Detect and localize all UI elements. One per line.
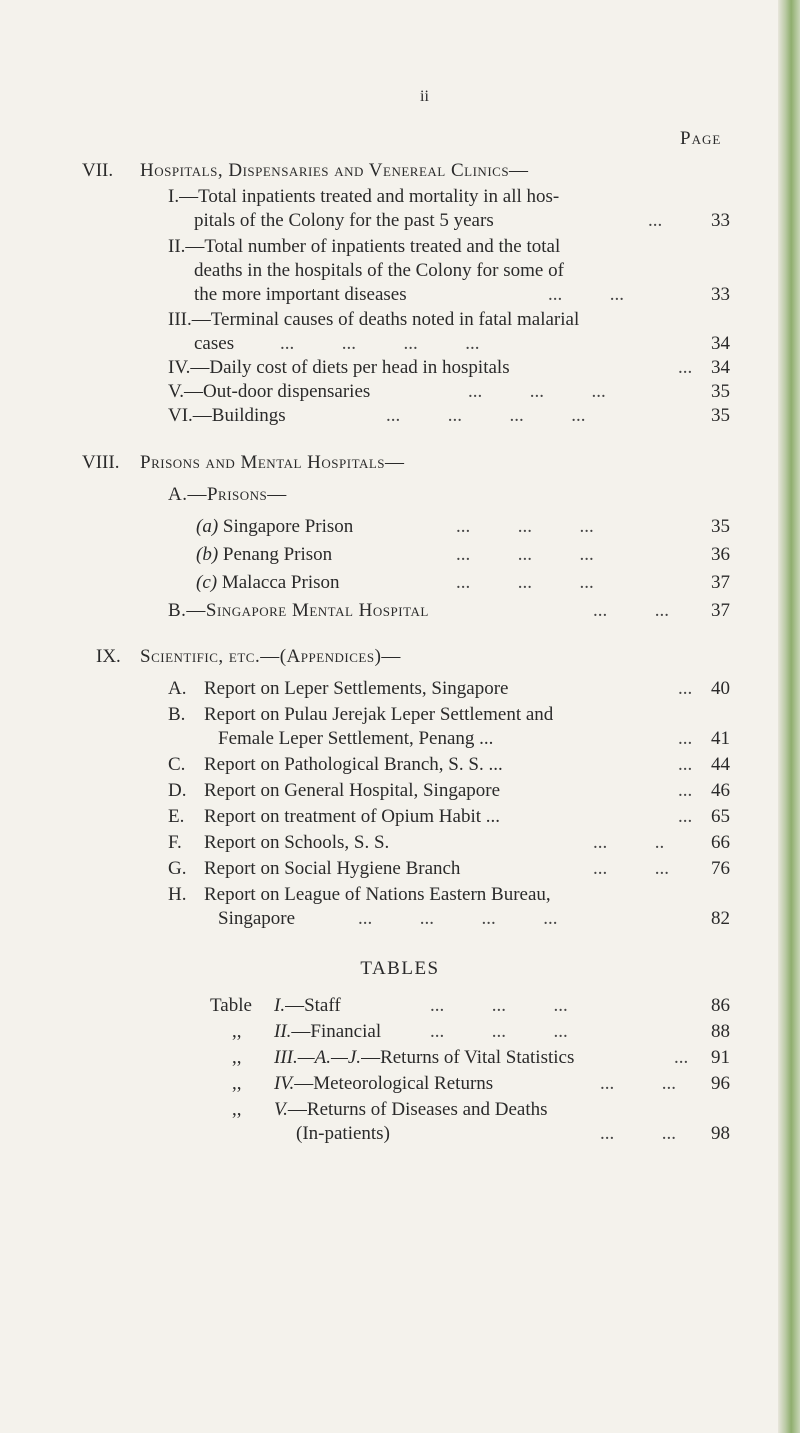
section-vii-title: Hospitals, Dispensaries and Venereal Clinics— <box>140 160 529 181</box>
table-roman: IV. <box>274 1073 295 1094</box>
toc-entry <box>168 831 728 855</box>
table-roman: III.—A.—J. <box>274 1047 362 1068</box>
section-viii-number: VIII. <box>82 452 120 473</box>
table-prefix: Table <box>210 995 252 1016</box>
entry-letter: D. <box>168 780 187 801</box>
leader-dots: ... ... ... ... <box>358 908 558 929</box>
toc-entry <box>196 571 728 595</box>
leader-dots: ... ... <box>600 1073 676 1094</box>
leader-dots: ... <box>678 728 693 749</box>
leader-dots: ... ... ... <box>456 516 594 537</box>
toc-entry <box>168 883 728 931</box>
entry-line: Female Leper Settlement, Penang ... <box>218 728 494 749</box>
toc-entry <box>168 677 728 701</box>
page-ref: 91 <box>711 1047 730 1068</box>
page-ref: 37 <box>711 600 730 621</box>
table-text: —Meteorological Returns <box>294 1073 494 1094</box>
leader-dots: ... ... ... ... <box>280 333 480 354</box>
table-prefix: ,, <box>232 1099 242 1120</box>
leader-dots: ... <box>678 780 693 801</box>
leader-dots: ... ... <box>548 284 624 305</box>
entry-line: Report on General Hospital, Singapore <box>204 780 501 801</box>
toc-entry <box>168 404 728 428</box>
leader-dots: ... <box>678 754 693 775</box>
leader-dots: ... <box>648 210 663 231</box>
entry-label: (c) <box>196 572 218 593</box>
entry-line: IV.—Daily cost of diets per head in hospitals <box>168 357 510 378</box>
entry-letter: F. <box>168 832 182 853</box>
entry-line: Report on treatment of Opium Habit ... <box>204 806 501 827</box>
entry-line: Report on Pathological Branch, S. S. ... <box>204 754 503 775</box>
entry-line: Report on League of Nations Eastern Bureau, <box>204 884 551 905</box>
toc-entry <box>168 779 728 803</box>
toc-entry <box>196 515 728 539</box>
toc-entry <box>168 356 728 380</box>
table-roman: I. <box>274 995 286 1016</box>
table-prefix: ,, <box>232 1021 242 1042</box>
page-ref: 66 <box>711 832 730 853</box>
entry-line: Report on Schools, S. S. <box>204 832 390 853</box>
entry-line: Singapore <box>218 908 296 929</box>
table-text: —Staff <box>285 995 341 1016</box>
page-ref: 41 <box>711 728 730 749</box>
toc-entry <box>168 185 728 233</box>
entry-label: (a) <box>196 516 219 537</box>
page-ref: 82 <box>711 908 730 929</box>
table-entry <box>210 994 728 1018</box>
entry-line: II.—Total number of inpatients treated and the total <box>168 236 561 257</box>
page-ref: 96 <box>711 1073 730 1094</box>
table-text: —Returns of Vital Statistics <box>361 1047 575 1068</box>
entry-line: pitals of the Colony for the past 5 years <box>194 210 494 231</box>
entry-line: cases <box>194 333 235 354</box>
page-ref: 40 <box>711 678 730 699</box>
section-viii-title: Prisons and Mental Hospitals— <box>140 452 405 473</box>
page-ref: 88 <box>711 1021 730 1042</box>
leader-dots: ... <box>678 678 693 699</box>
page-ref: 37 <box>711 572 730 593</box>
leader-dots: ... ... ... <box>468 381 606 402</box>
page-ref: 65 <box>711 806 730 827</box>
page-column-heading: Page <box>680 128 722 149</box>
page-ref: 33 <box>711 284 730 305</box>
tables-heading: TABLES <box>360 958 440 979</box>
entry-letter: A. <box>168 678 187 699</box>
table-roman: V. <box>274 1099 288 1120</box>
leader-dots: ... <box>674 1047 689 1068</box>
leader-dots: ... ... ... <box>456 572 594 593</box>
entry-line: III.—Terminal causes of deaths noted in fatal malarial <box>168 309 580 330</box>
entry-line: VI.—Buildings <box>168 405 286 426</box>
entry-line: V.—Out-door dispensaries <box>168 381 371 402</box>
leader-dots: ... ... <box>600 1123 676 1144</box>
leader-dots: ... <box>678 357 693 378</box>
page-ref: 98 <box>711 1123 730 1144</box>
page-ref: 34 <box>711 357 730 378</box>
leader-dots: ... ... ... <box>430 995 568 1016</box>
entry-label: (b) <box>196 544 219 565</box>
entry-line: Malacca Prison <box>221 572 340 593</box>
entry-line: Singapore Prison <box>222 516 354 537</box>
table-prefix: ,, <box>232 1047 242 1068</box>
entry-letter: B. <box>168 704 186 725</box>
table-text: —Financial <box>291 1021 382 1042</box>
entry-letter: C. <box>168 754 186 775</box>
entry-letter: G. <box>168 858 187 879</box>
page-ref: 35 <box>711 516 730 537</box>
table-text: —Returns of Diseases and Deaths <box>287 1099 548 1120</box>
page-ref: 46 <box>711 780 730 801</box>
entry-line: Report on Pulau Jerejak Leper Settlement and <box>204 704 554 725</box>
table-entry <box>210 1046 728 1070</box>
leader-dots: ... ... <box>593 600 669 621</box>
page-ref: 44 <box>711 754 730 775</box>
toc-entry <box>168 805 728 829</box>
subsection-b-title: B.—Singapore Mental Hospital <box>168 600 429 621</box>
page-ref: 76 <box>711 858 730 879</box>
toc-entry <box>168 380 728 404</box>
page-ref: 33 <box>711 210 730 231</box>
entry-line: deaths in the hospitals of the Colony for some of <box>194 260 564 281</box>
leader-dots: ... ... <box>593 858 669 879</box>
entry-line: Penang Prison <box>222 544 333 565</box>
entry-line: Report on Social Hygiene Branch <box>204 858 461 879</box>
subsection-a-title: A.—Prisons— <box>168 484 287 505</box>
section-ix-number: IX. <box>96 646 121 667</box>
toc-entry <box>168 857 728 881</box>
leader-dots: ... ... ... <box>430 1021 568 1042</box>
page-ref: 35 <box>711 381 730 402</box>
toc-entry <box>168 235 728 307</box>
leader-dots: ... .. <box>593 832 665 853</box>
page-edge-shadow <box>778 0 800 1433</box>
entry-line: the more important diseases <box>194 284 407 305</box>
entry-line: Report on Leper Settlements, Singapore <box>204 678 509 699</box>
toc-entry <box>196 543 728 567</box>
entry-line: I.—Total inpatients treated and mortality in all hos- <box>168 186 560 207</box>
page-ref: 35 <box>711 405 730 426</box>
table-entry <box>210 1098 728 1146</box>
leader-dots: ... ... ... <box>456 544 594 565</box>
table-entry <box>210 1020 728 1044</box>
toc-entry <box>168 753 728 777</box>
section-vii-number: VII. <box>82 160 114 181</box>
toc-entry <box>168 308 728 356</box>
page-ref: 36 <box>711 544 730 565</box>
leader-dots: ... <box>678 806 693 827</box>
table-prefix: ,, <box>232 1073 242 1094</box>
toc-entry <box>168 703 728 751</box>
table-entry <box>210 1072 728 1096</box>
page-ref: 86 <box>711 995 730 1016</box>
table-text: (In-patients) <box>296 1123 390 1144</box>
entry-letter: E. <box>168 806 185 827</box>
page-number: ii <box>420 88 429 105</box>
entry-letter: H. <box>168 884 187 905</box>
leader-dots: ... ... ... ... <box>386 405 586 426</box>
page-ref: 34 <box>711 333 730 354</box>
section-ix-title: Scientific, etc.—(Appendices)— <box>140 646 401 667</box>
toc-entry <box>168 599 728 623</box>
table-roman: II. <box>274 1021 292 1042</box>
